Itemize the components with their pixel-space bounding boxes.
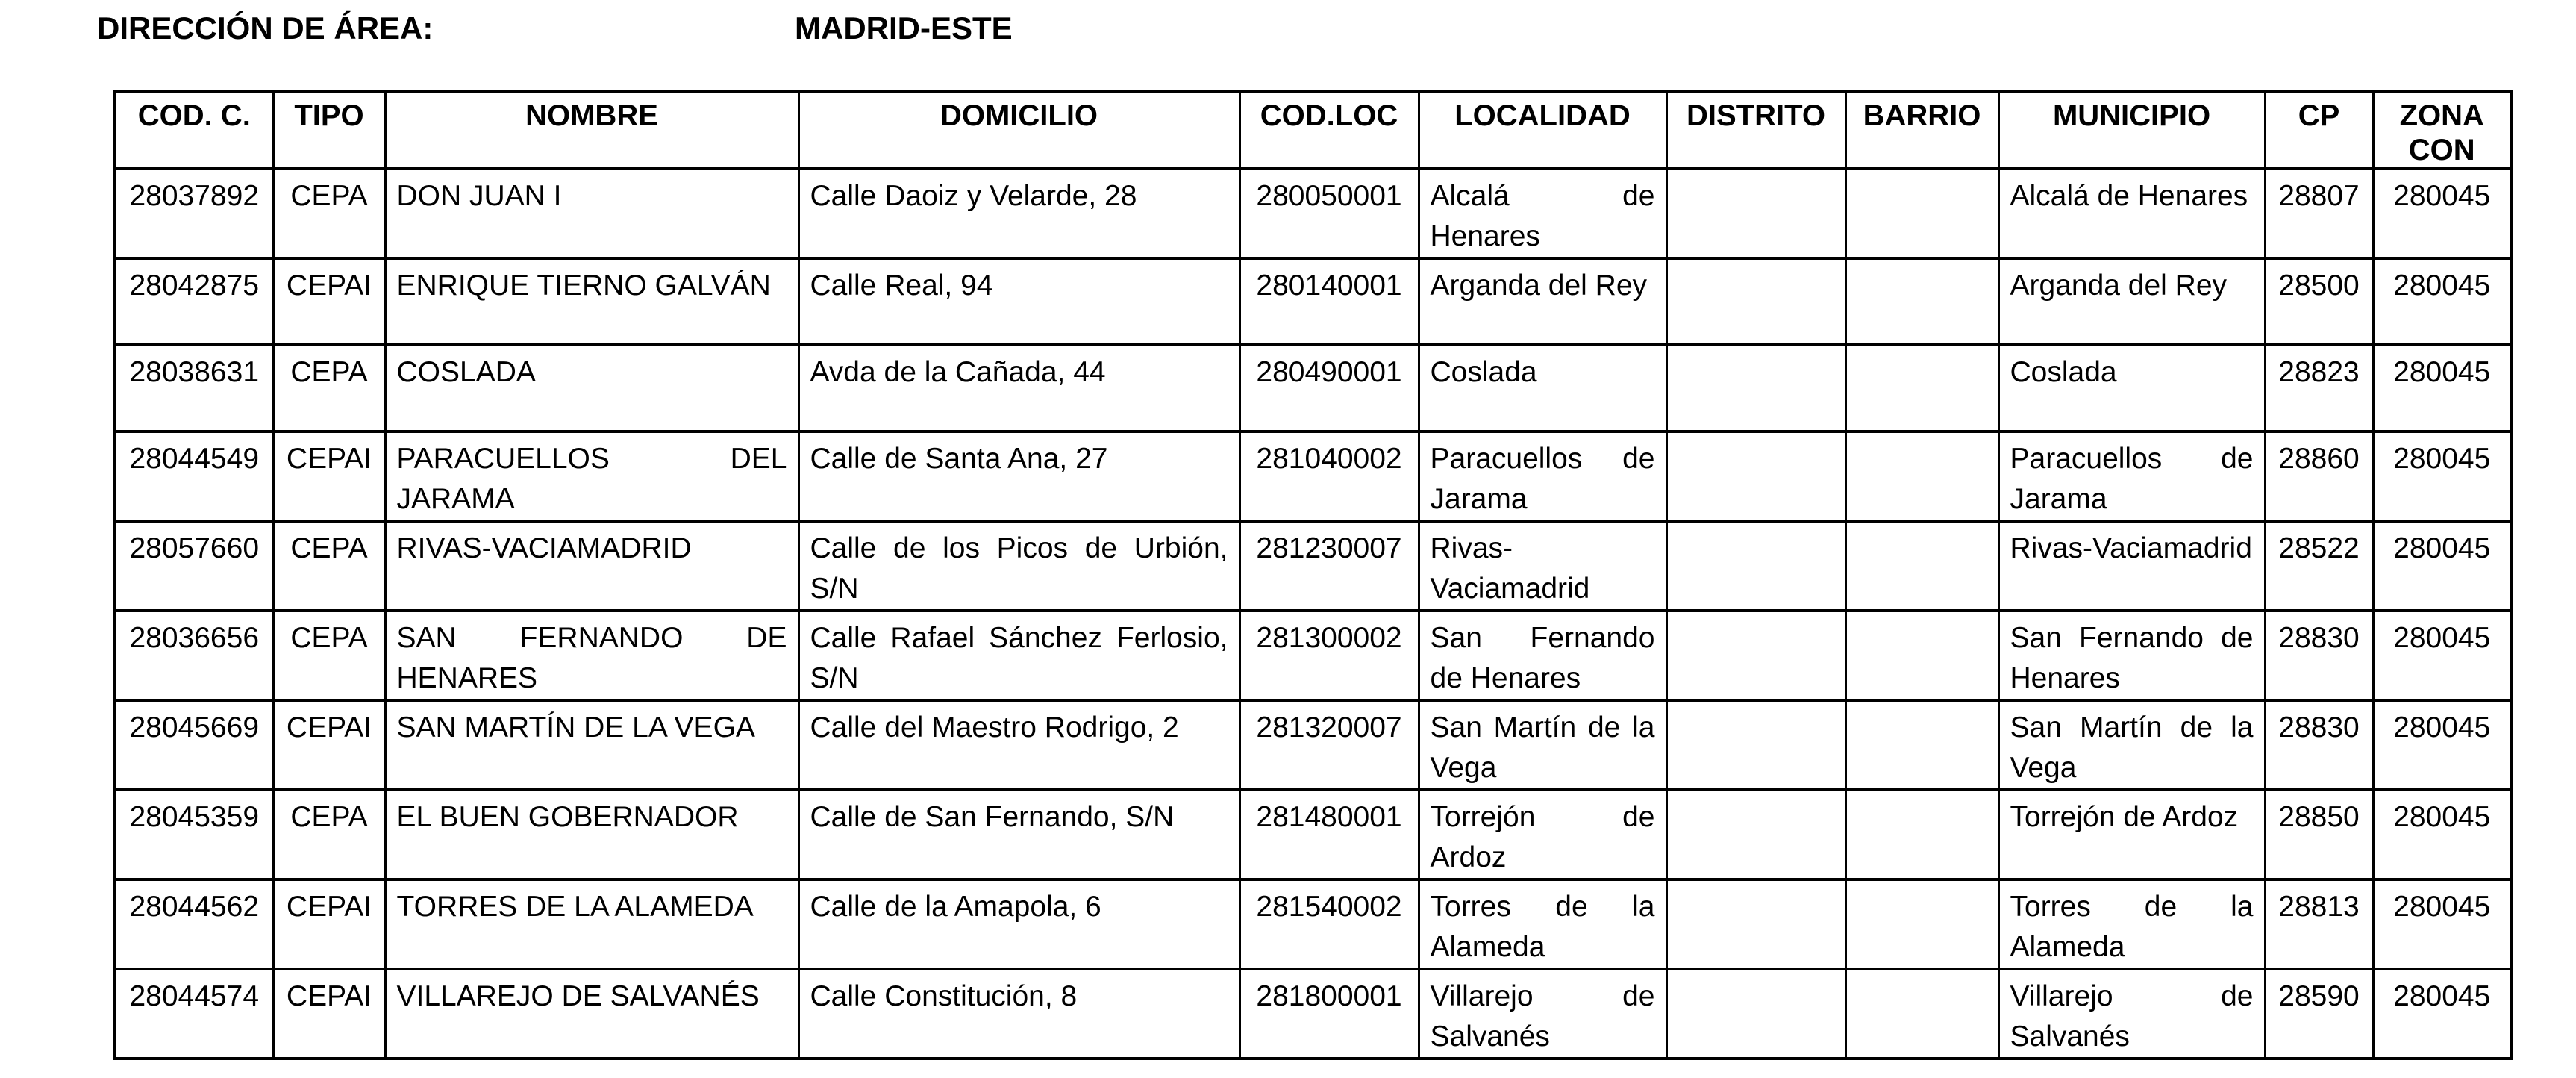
cell-nombre: TORRES DE LA ALAMEDA: [385, 879, 798, 969]
cell-nombre: SAN FERNANDO DE HENARES: [385, 611, 798, 700]
cell-barrio: [1845, 969, 1998, 1059]
cell-cp: 28500: [2265, 258, 2373, 345]
cell-distrito: [1666, 258, 1845, 345]
cell-distrito: [1666, 790, 1845, 879]
cell-cod_loc: 281300002: [1239, 611, 1419, 700]
table-header-row: [115, 91, 2511, 169]
cell-distrito: [1666, 169, 1845, 258]
cell-localidad: Arganda del Rey: [1419, 258, 1666, 345]
cell-tipo: CEPA: [273, 521, 385, 611]
cell-municipio: Coslada: [1998, 345, 2265, 431]
cell-cod_loc: 281320007: [1239, 700, 1419, 790]
table-row: [115, 879, 2511, 969]
cell-tipo: CEPAI: [273, 879, 385, 969]
centers-table: [113, 90, 2513, 1060]
column-header-localidad: LOCALIDAD: [1419, 91, 1666, 169]
cell-distrito: [1666, 879, 1845, 969]
cell-cp: 28850: [2265, 790, 2373, 879]
cell-cod_loc: 281040002: [1239, 431, 1419, 521]
cell-barrio: [1845, 700, 1998, 790]
cell-domicilio: Calle de Santa Ana, 27: [798, 431, 1239, 521]
cell-domicilio: Calle Constitución, 8: [798, 969, 1239, 1059]
cell-zona_con: 280045: [2373, 790, 2511, 879]
cell-domicilio: Calle Rafael Sánchez Ferlosio, S/N: [798, 611, 1239, 700]
cell-tipo: CEPA: [273, 611, 385, 700]
cell-barrio: [1845, 258, 1998, 345]
cell-cod_c: 28038631: [115, 345, 273, 431]
cell-tipo: CEPAI: [273, 431, 385, 521]
cell-domicilio: Calle del Maestro Rodrigo, 2: [798, 700, 1239, 790]
cell-barrio: [1845, 431, 1998, 521]
cell-zona_con: 280045: [2373, 521, 2511, 611]
cell-cod_loc: 280050001: [1239, 169, 1419, 258]
cell-nombre: SAN MARTÍN DE LA VEGA: [385, 700, 798, 790]
cell-cp: 28830: [2265, 700, 2373, 790]
cell-municipio: Paracuellos de Jarama: [1998, 431, 2265, 521]
cell-localidad: San Martín de la Vega: [1419, 700, 1666, 790]
cell-localidad: Villarejo de Salvanés: [1419, 969, 1666, 1059]
table-row: [115, 969, 2511, 1059]
column-header-distrito: DISTRITO: [1666, 91, 1845, 169]
column-header-tipo: TIPO: [273, 91, 385, 169]
cell-domicilio: Calle Real, 94: [798, 258, 1239, 345]
cell-cod_c: 28036656: [115, 611, 273, 700]
cell-domicilio: Calle de los Picos de Urbión, S/N: [798, 521, 1239, 611]
column-header-cod_c: COD. C.: [115, 91, 273, 169]
cell-zona_con: 280045: [2373, 345, 2511, 431]
table-row: [115, 700, 2511, 790]
cell-localidad: Rivas-Vaciamadrid: [1419, 521, 1666, 611]
cell-cod_c: 28045359: [115, 790, 273, 879]
column-header-nombre: NOMBRE: [385, 91, 798, 169]
cell-cod_c: 28044549: [115, 431, 273, 521]
cell-cod_c: 28044562: [115, 879, 273, 969]
cell-municipio: Rivas-Vaciamadrid: [1998, 521, 2265, 611]
cell-localidad: Torres de la Alameda: [1419, 879, 1666, 969]
column-header-cod_loc: COD.LOC: [1239, 91, 1419, 169]
cell-distrito: [1666, 969, 1845, 1059]
cell-zona_con: 280045: [2373, 258, 2511, 345]
cell-cod_loc: 281230007: [1239, 521, 1419, 611]
column-header-zona_con: ZONA CON: [2373, 91, 2511, 169]
table-row: [115, 521, 2511, 611]
cell-nombre: EL BUEN GOBERNADOR: [385, 790, 798, 879]
cell-cod_c: 28057660: [115, 521, 273, 611]
cell-cp: 28813: [2265, 879, 2373, 969]
cell-municipio: Torres de la Alameda: [1998, 879, 2265, 969]
cell-nombre: ENRIQUE TIERNO GALVÁN: [385, 258, 798, 345]
cell-municipio: San Fernando de Henares: [1998, 611, 2265, 700]
cell-domicilio: Calle de San Fernando, S/N: [798, 790, 1239, 879]
cell-barrio: [1845, 169, 1998, 258]
cell-cp: 28590: [2265, 969, 2373, 1059]
cell-cod_loc: 281540002: [1239, 879, 1419, 969]
cell-zona_con: 280045: [2373, 431, 2511, 521]
cell-distrito: [1666, 521, 1845, 611]
cell-distrito: [1666, 611, 1845, 700]
cell-tipo: CEPA: [273, 169, 385, 258]
cell-cod_loc: 280490001: [1239, 345, 1419, 431]
column-header-domicilio: DOMICILIO: [798, 91, 1239, 169]
area-direction-value: MADRID-ESTE: [795, 10, 1013, 46]
cell-cp: 28830: [2265, 611, 2373, 700]
table-row: [115, 611, 2511, 700]
cell-municipio: Villarejo de Salvanés: [1998, 969, 2265, 1059]
cell-zona_con: 280045: [2373, 169, 2511, 258]
cell-zona_con: 280045: [2373, 969, 2511, 1059]
table-row: [115, 345, 2511, 431]
cell-municipio: Arganda del Rey: [1998, 258, 2265, 345]
cell-distrito: [1666, 345, 1845, 431]
cell-tipo: CEPA: [273, 345, 385, 431]
cell-zona_con: 280045: [2373, 879, 2511, 969]
cell-distrito: [1666, 431, 1845, 521]
cell-nombre: PARACUELLOS DEL JARAMA: [385, 431, 798, 521]
cell-cp: 28807: [2265, 169, 2373, 258]
cell-tipo: CEPAI: [273, 700, 385, 790]
cell-cod_c: 28042875: [115, 258, 273, 345]
cell-zona_con: 280045: [2373, 611, 2511, 700]
cell-localidad: San Fernando de Henares: [1419, 611, 1666, 700]
column-header-barrio: BARRIO: [1845, 91, 1998, 169]
cell-domicilio: Calle de la Amapola, 6: [798, 879, 1239, 969]
cell-nombre: VILLAREJO DE SALVANÉS: [385, 969, 798, 1059]
cell-cod_c: 28045669: [115, 700, 273, 790]
cell-barrio: [1845, 345, 1998, 431]
table-row: [115, 169, 2511, 258]
cell-cp: 28860: [2265, 431, 2373, 521]
cell-cod_loc: 280140001: [1239, 258, 1419, 345]
cell-cod_c: 28044574: [115, 969, 273, 1059]
cell-nombre: DON JUAN I: [385, 169, 798, 258]
cell-localidad: Coslada: [1419, 345, 1666, 431]
cell-cod_loc: 281480001: [1239, 790, 1419, 879]
table-row: [115, 258, 2511, 345]
cell-cp: 28823: [2265, 345, 2373, 431]
cell-barrio: [1845, 879, 1998, 969]
cell-distrito: [1666, 700, 1845, 790]
cell-municipio: Alcalá de Henares: [1998, 169, 2265, 258]
cell-tipo: CEPA: [273, 790, 385, 879]
cell-tipo: CEPAI: [273, 969, 385, 1059]
cell-municipio: Torrejón de Ardoz: [1998, 790, 2265, 879]
area-direction-label: DIRECCIÓN DE ÁREA:: [97, 10, 434, 46]
cell-municipio: San Martín de la Vega: [1998, 700, 2265, 790]
cell-localidad: Paracuellos de Jarama: [1419, 431, 1666, 521]
cell-barrio: [1845, 521, 1998, 611]
cell-tipo: CEPAI: [273, 258, 385, 345]
cell-nombre: RIVAS-VACIAMADRID: [385, 521, 798, 611]
cell-cod_loc: 281800001: [1239, 969, 1419, 1059]
cell-barrio: [1845, 790, 1998, 879]
table-row: [115, 431, 2511, 521]
cell-localidad: Alcalá de Henares: [1419, 169, 1666, 258]
cell-cp: 28522: [2265, 521, 2373, 611]
column-header-municipio: MUNICIPIO: [1998, 91, 2265, 169]
cell-cod_c: 28037892: [115, 169, 273, 258]
cell-barrio: [1845, 611, 1998, 700]
table-row: [115, 790, 2511, 879]
column-header-cp: CP: [2265, 91, 2373, 169]
cell-nombre: COSLADA: [385, 345, 798, 431]
cell-zona_con: 280045: [2373, 700, 2511, 790]
cell-domicilio: Avda de la Cañada, 44: [798, 345, 1239, 431]
cell-domicilio: Calle Daoiz y Velarde, 28: [798, 169, 1239, 258]
cell-localidad: Torrejón de Ardoz: [1419, 790, 1666, 879]
